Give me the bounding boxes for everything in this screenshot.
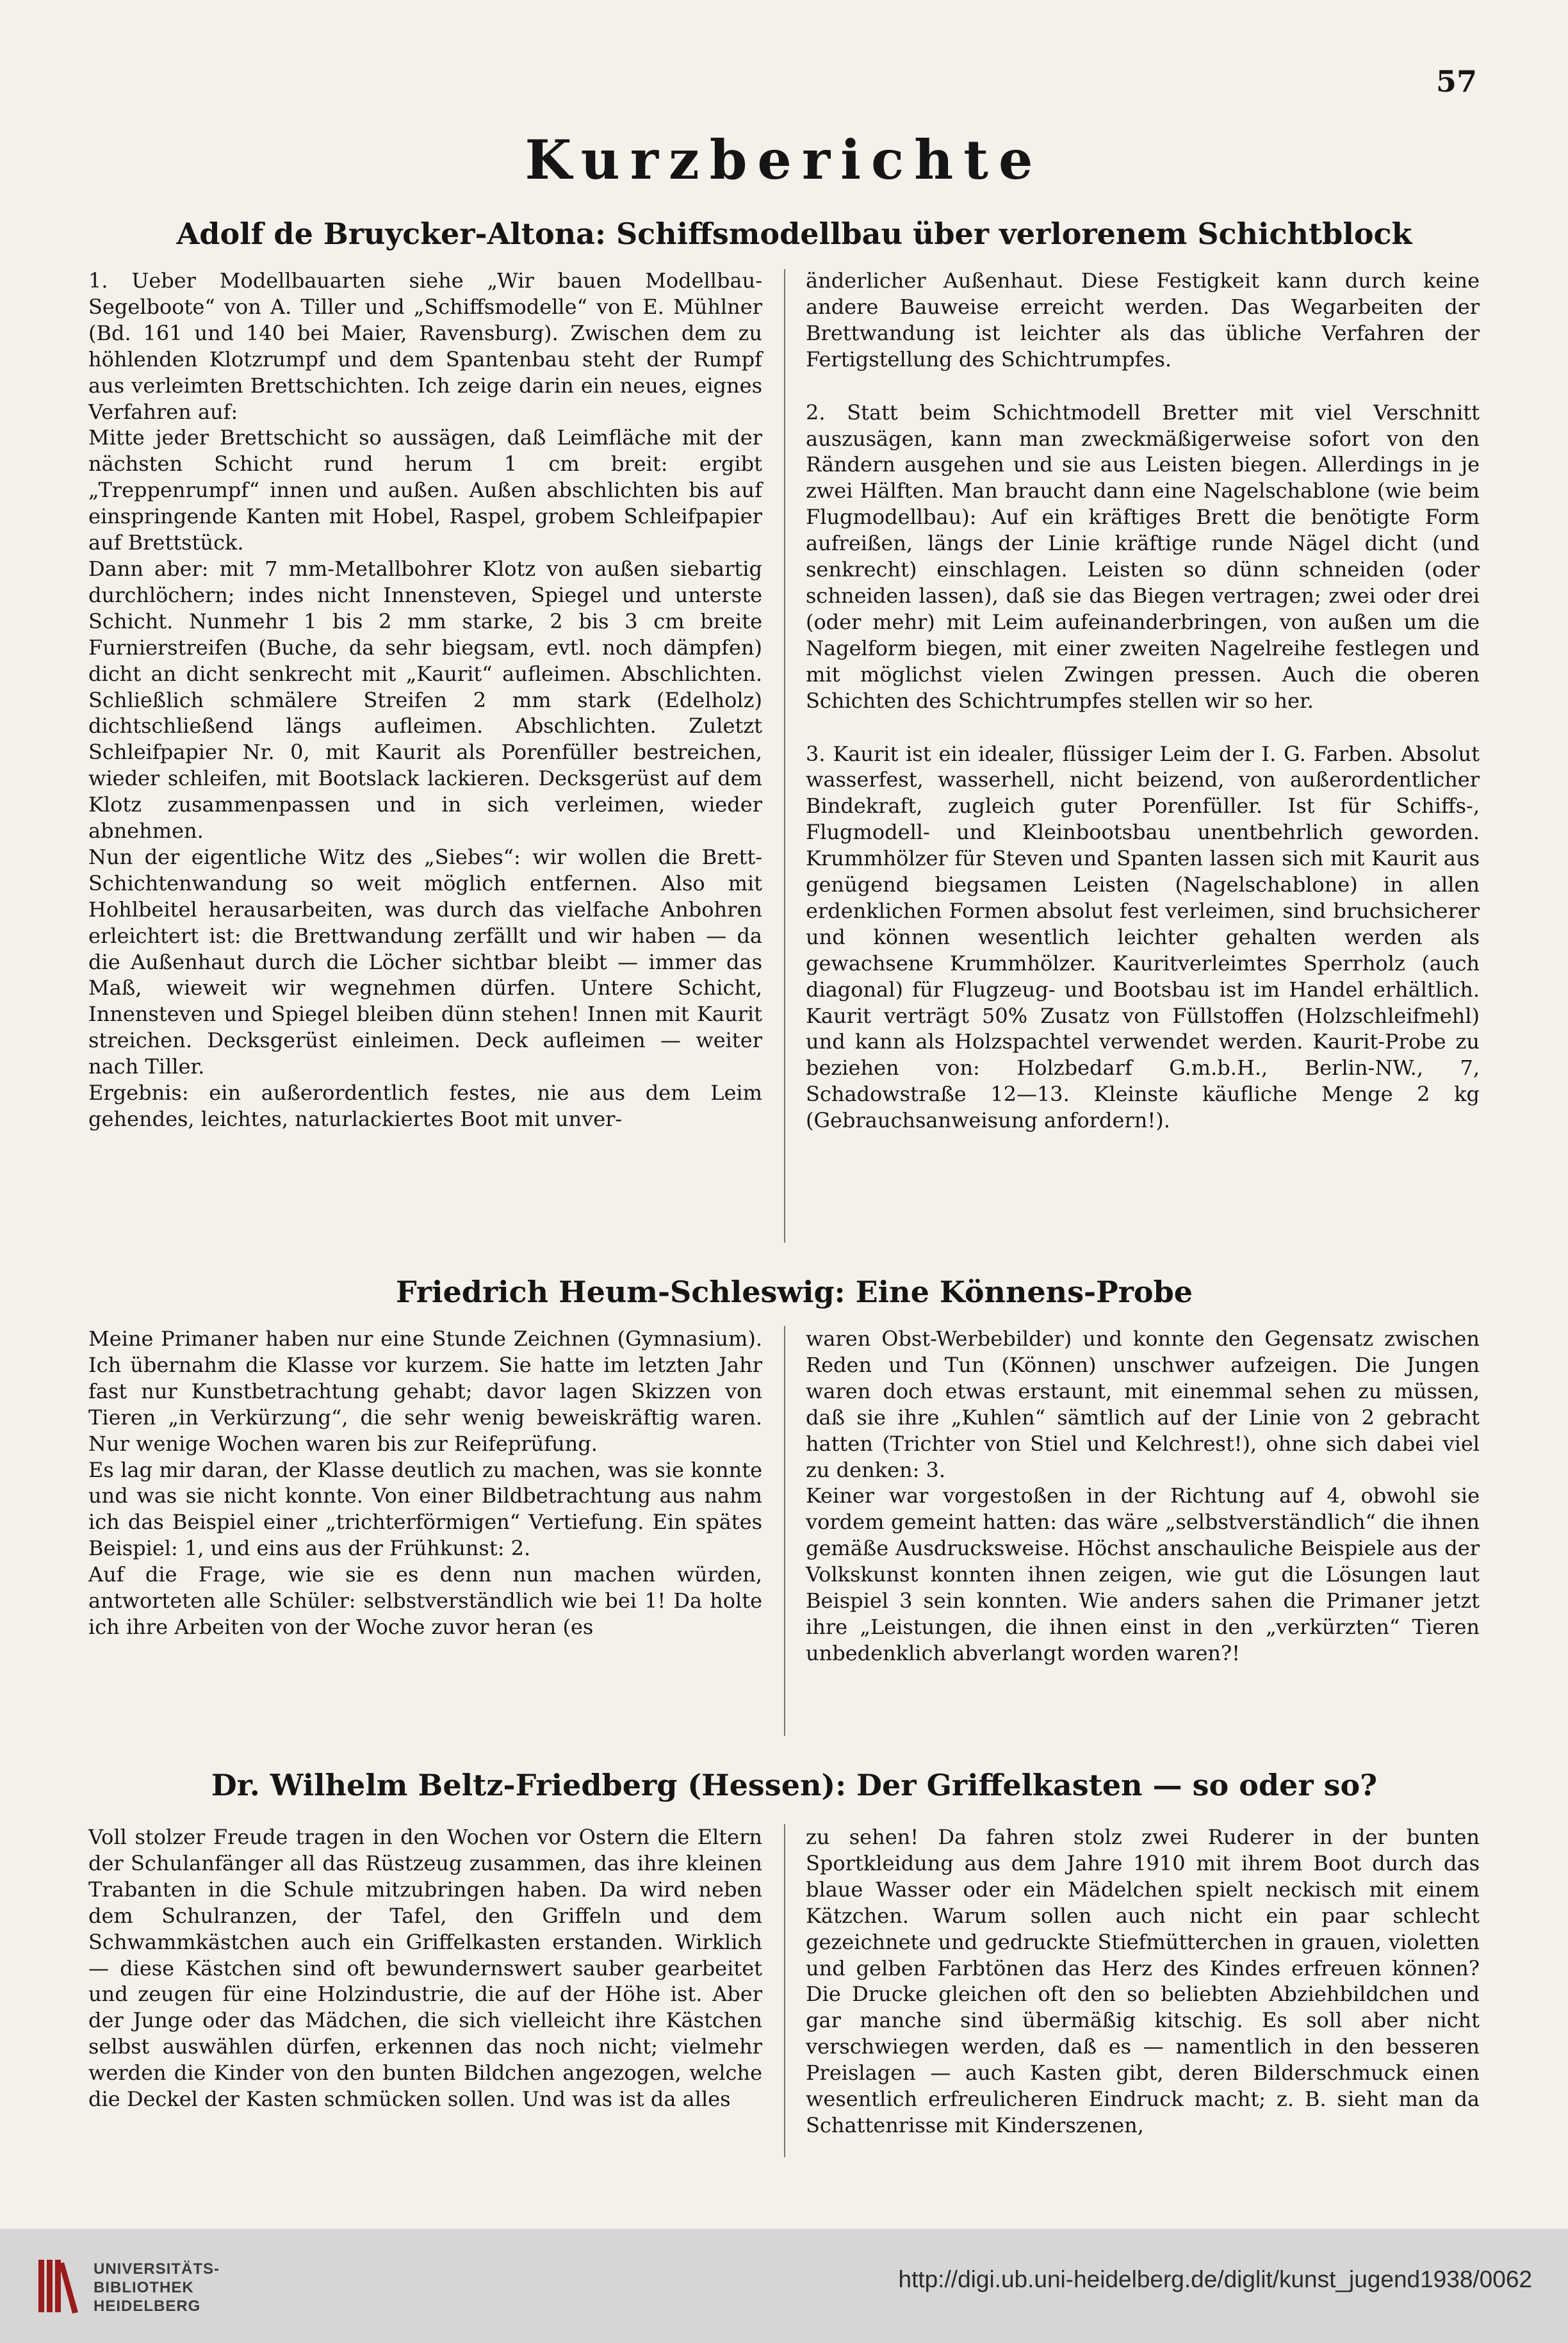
university-library-logo-icon: [36, 2256, 81, 2316]
paragraph: Nun der eigentliche Witz des „Siebes“: wir wollen die Brett-Schichtenwandung so weit möglich entfernen. Also mit Hohlbeitel herausarbeiten, was durch das vielfache Anbohren erleichtert ist: die Brettwandung zerfällt und wir haben — da die Außenhaut durch die Löcher sichtbar bleibt — immer das Maß, wieweit wir wegnehmen dürfen. Untere Schicht, Innensteven und Spiegel bleiben dünn stehen! Innen mit Kaurit streichen. Decksgerüst einleimen. Deck aufleimen — weiter nach Tiller.: [88, 844, 762, 1079]
article-2-left-column: [88, 1326, 762, 1640]
paragraph: Es lag mir daran, der Klasse deutlich zu machen, was sie konnte und was sie nicht konnte. Von einer Bildbetrachtung aus nahm ich das Beispiel einer „trichterförmigen“ Vertiefung. Ein spätes Beispiel: 1, und eins aus der Frühkunst: 2.: [88, 1457, 762, 1561]
logo-line: HEIDELBERG: [94, 2298, 201, 2315]
paragraph: 3. Kaurit ist ein idealer, flüssiger Leim der I. G. Farben. Absolut wasserfest, wasserhell, nicht beizend, von außerordentlicher Bindekraft, zugleich guter Porenfüller. Ist für Schiffs-, Flugmodell- und Kleinbootsbau unentbehrlich geworden. Krummhölzer für Steven und Spanten lassen sich mit Kaurit aus genügend biegsamen Leisten (Nagelschablone) in allen erdenklichen Formen absolut fest verleimen, sind bruchsicherer und können wesentlich leichter gehalten werden als gewachsene Krummhölzer. Kauritverleimtes Sperrholz (auch diagonal) für Flugzeug- und Bootsbau ist im Handel erhältlich. Kaurit verträgt 50% Zusatz von Füllstoffen (Holzschleifmehl) und kann als Holzspachtel verwendet werden. Kaurit-Probe zu beziehen von: Holzbedarf G.m.b.H., Berlin-NW., 7, Schadowstraße 12—13. Kleinste käufliche Menge 2 kg (Gebrauchsanweisung anfordern!).: [806, 741, 1480, 1133]
logo-line: BIBLIOTHEK: [94, 2279, 194, 2296]
article-1-right-column: [806, 268, 1480, 1134]
paragraph: 1. Ueber Modellbauarten siehe „Wir bauen Modellbau-Segelboote“ von A. Tiller und „Schiffsmodelle“ von E. Mühlner (Bd. 161 und 140 bei Maier, Ravensburg). Zwischen dem zu höhlenden Klotzrumpf und dem Spantenbau steht der Rumpf aus verleimten Brettschichten. Ich zeige darin ein neues, eignes Verfahren auf:: [88, 268, 762, 424]
article-heading-2: Friedrich Heum-Schleswig: Eine Könnens-Probe: [395, 1275, 1193, 1309]
article-3-left-column: [88, 1824, 762, 2112]
page-title: Kurzberichte: [525, 128, 1043, 192]
article-heading-1: Adolf de Bruycker-Altona: Schiffsmodellbau über verlorenem Schichtblock: [176, 216, 1412, 251]
paragraph: waren Obst-Werbebilder) und konnte den Gegensatz zwischen Reden und Tun (Können) unschwer aufzeigen. Die Jungen waren doch etwas erstaunt, mit einemmal sehen zu müssen, daß sie ihre „Kuhlen“ sämtlich auf der Linie von 2 gebracht hatten (Trichter von Stiel und Kelchrest!), ohne sich dabei viel zu denken: 3.: [806, 1327, 1480, 1482]
paragraph: Auf die Frage, wie sie es denn nun machen würden, antworteten alle Schüler: selbstverständlich wie bei 1! Da holte ich ihre Arbeiten von der Woche zuvor heran (es: [88, 1562, 762, 1639]
logo-line: UNIVERSITÄTS-: [94, 2260, 220, 2278]
paragraph: Mitte jeder Brettschicht so aussägen, daß Leimfläche mit der nächsten Schicht rund herum 1 cm breit: ergibt „Treppenrumpf“ innen und außen. Außen abschlichten bis auf einspringende Kanten mit Hobel, Raspel, grobem Schleifpapier auf Brettstück.: [88, 425, 762, 555]
article-1-left-column: [88, 268, 762, 1132]
paragraph: Ergebnis: ein außerordentlich festes, nie aus dem Leim gehendes, leichtes, naturlackiertes Boot mit unver-: [88, 1081, 762, 1131]
paragraph: Dann aber: mit 7 mm-Metallbohrer Klotz von außen siebartig durchlöchern; indes nicht Innensteven, Spiegel und unterste Schicht. Nunmehr 1 bis 2 mm starke, 2 bis 3 cm breite Furnierstreifen (Buche, da sehr biegsam, evtl. noch dämpfen) dicht an dicht senkrecht mit „Kaurit“ aufleimen. Abschlichten. Schließlich schmälere Streifen 2 mm stark (Edelholz) dichtschließend längs aufleimen. Abschlichten. Zuletzt Schleifpapier Nr. 0, mit Kaurit als Porenfüller bestreichen, wieder schleifen, mit Bootslack lackieren. Decksgerüst auf dem Klotz zusammenpassen und in sich verleimen, wieder abnehmen.: [88, 556, 762, 844]
column-rule: [784, 1326, 785, 1736]
paragraph: 2. Statt beim Schichtmodell Bretter mit viel Verschnitt auszusägen, kann man zweckmäßigerweise sofort von den Rändern ausgehen und sie aus Leisten biegen. Allerdings in je zwei Hälften. Man braucht dann eine Nagelschablone (wie beim Flugmodellbau): Auf ein kräftiges Brett die benötigte Form aufreißen, längs der Linie kräftige runde Nägel dicht (und senkrecht) einschlagen. Leisten so dünn schneiden (oder schneiden lassen), daß sie das Biegen vertragen; zwei oder drei (oder mehr) mit Leim aufeinanderbringen, von außen um die Nagelform biegen, mit einer zweiten Nagelreihe festlegen und mit möglichst vielen Zwingen pressen. Auch die oberen Schichten des Schichtrumpfes stellen wir so her.: [806, 400, 1480, 713]
paragraph: zu sehen! Da fahren stolz zwei Ruderer in der bunten Sportkleidung aus dem Jahre 1910 mit ihrem Boot durch das blaue Wasser oder ein Mädelchen spielt neckisch mit einem Kätzchen. Warum sollen auch nicht ein paar schlecht gezeichnete und gedruckte Stiefmütterchen in grauen, violetten und gelben Farbtönen das Herz des Kindes erfreuen können? Die Drucke gleichen oft den so beliebten Abziehbildchen und gar manche sind übermäßig kitschig. Es soll aber nicht verschwiegen werden, daß es — namentlich in den besseren Preislagen — auch Kasten gibt, deren Bilderschmuck einen wesentlich erfreulicheren Eindruck macht; z. B. sieht man da Schattenrisse mit Kinderszenen,: [806, 1825, 1480, 2137]
source-url-link[interactable]: http://digi.ub.uni-heidelberg.de/diglit/kunst_jugend1938/0062: [898, 2266, 1532, 2292]
column-rule: [784, 1824, 785, 2157]
article-heading-3: Dr. Wilhelm Beltz-Friedberg (Hessen): Der Griffelkasten — so oder so?: [211, 1768, 1378, 1802]
paragraph: Keiner war vorgestoßen in der Richtung auf 4, obwohl sie vordem gemeint hatten: das wäre „selbstverständlich“ die ihnen gemäße Ausdrucksweise. Höchst anschauliche Beispiele aus der Volkskunst konnten ihnen zeigen, wie gut die Lösungen laut Beispiel 3 sein konnten. Wie anders sahen die Primaner jetzt ihre „Leistungen, die ihnen einst in den „verkürzten“ Tieren unbedenklich abverlangt worden waren?!: [806, 1483, 1480, 1665]
article-3-right-column: [806, 1824, 1480, 2139]
paragraph: änderlicher Außenhaut. Diese Festigkeit kann durch keine andere Bauweise erreicht werden. Das Wegarbeiten der Brettwandung ist leichter als das übliche Verfahren der Fertigstellung des Schichtrumpfes.: [806, 268, 1480, 371]
paragraph: Meine Primaner haben nur eine Stunde Zeichnen (Gymnasium). Ich übernahm die Klasse vor kurzem. Sie hatte im letzten Jahr fast nur Kunstbetrachtung gehabt; davor lagen Skizzen von Tieren „in Verkürzung“, die sehr wenig beweiskräftig waren. Nur wenige Wochen waren bis zur Reifeprüfung.: [88, 1327, 762, 1456]
footer-bar: [0, 2229, 1568, 2343]
library-logo-text: [94, 2260, 220, 2315]
paragraph: Voll stolzer Freude tragen in den Wochen vor Ostern die Eltern der Schulanfänger all das Rüstzeug zusammen, das ihre kleinen Trabanten in die Schule mitzubringen haben. Da wird neben dem Schulranzen, der Tafel, den Griffeln und dem Schwammkästchen auch ein Griffelkasten erstanden. Wirklich — diese Kästchen sind oft bewundernswert sauber gearbeitet und zeugen für eine Holzindustrie, die auf der Höhe ist. Aber der Junge oder das Mädchen, die sich vielleicht ihre Kästchen selbst auswählen dürfen, erkennen das noch nicht; vielmehr werden die Kinder von den bunten Bildchen angezogen, welche die Deckel der Kasten schmücken sollen. Und was ist da alles: [88, 1825, 762, 2112]
page-number: 57: [1435, 64, 1477, 99]
column-rule: [784, 269, 785, 1243]
article-2-right-column: [806, 1326, 1480, 1667]
